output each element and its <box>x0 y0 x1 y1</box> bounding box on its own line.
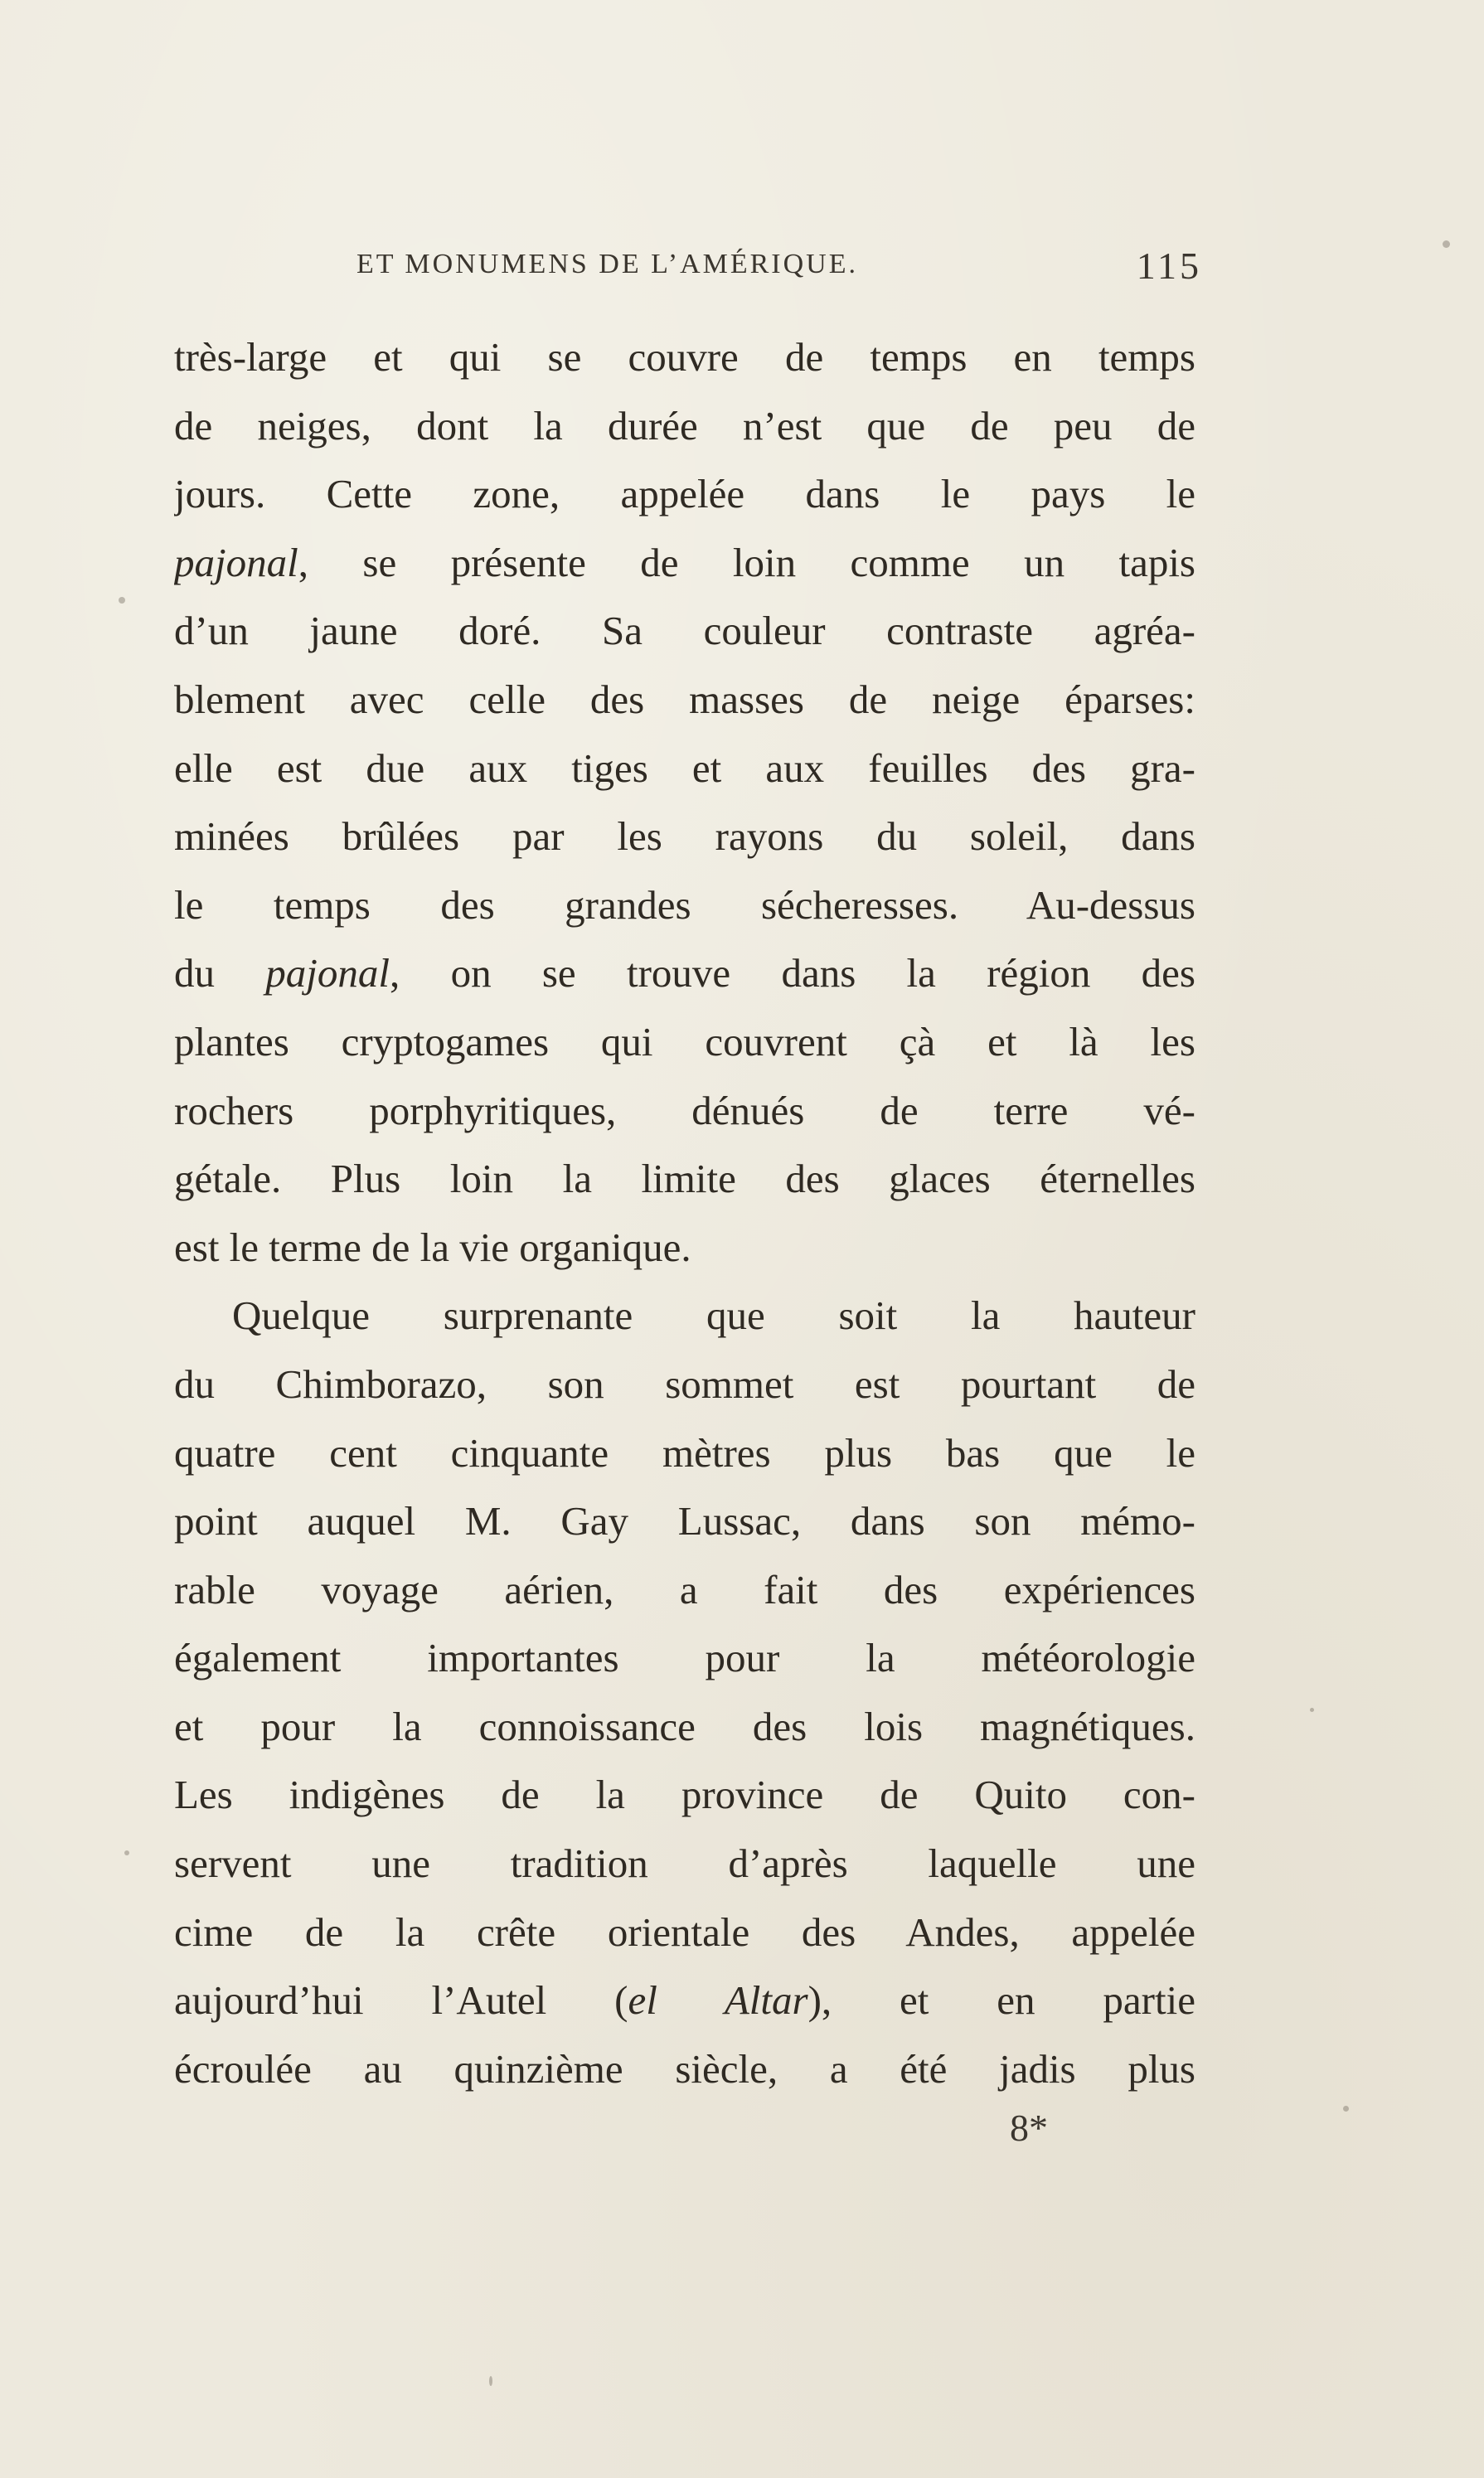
paper-speck <box>119 597 125 604</box>
text-segment: du <box>174 950 266 997</box>
italic-term: pajonal <box>265 950 390 997</box>
text-line <box>174 529 1195 598</box>
text-line: rochers porphyritiques, dénués de terre vé- <box>174 1087 1195 1133</box>
text-line <box>174 1966 1195 2035</box>
text-segment: , on se trouve dans la région des <box>390 950 1195 997</box>
text-line: servent une tradition d’après laquelle une <box>174 1840 1195 1887</box>
text-line: blement avec celle des masses de neige éparses: <box>174 676 1195 722</box>
text-line: Les indigènes de la province de Quito con- <box>174 1772 1195 1818</box>
text-line: et pour la connoissance des lois magnétiques. <box>174 1703 1195 1749</box>
text-line: le temps des grandes sécheresses. Au-dessus <box>174 881 1195 928</box>
text-line: gétale. Plus loin la limite des glaces éternelles <box>174 1156 1195 1202</box>
text-line: est le terme de la vie organique. <box>174 1224 691 1270</box>
text-line: également importantes pour la météorologie <box>174 1635 1195 1681</box>
text-line: jours. Cette zone, appelée dans le pays le <box>174 471 1195 517</box>
signature-mark: 8* <box>1010 2107 1048 2149</box>
text-line: du Chimborazo, son sommet est pourtant de <box>174 1360 1195 1407</box>
paper-speck <box>1443 240 1450 248</box>
text-line: rable voyage aérien, a fait des expériences <box>174 1566 1195 1612</box>
text-segment: ), et en partie <box>807 1977 1195 2024</box>
page-number: 115 <box>1136 245 1202 287</box>
text-line: très-large et qui se couvre de temps en temps <box>174 334 1195 380</box>
running-title: ET MONUMENS DE L’AMÉRIQUE. <box>356 249 858 279</box>
text-segment: aujourd’hui l’Autel ( <box>174 1977 628 2024</box>
text-segment: , se présente de loin comme un tapis <box>298 539 1195 585</box>
text-line: point auquel M. Gay Lussac, dans son mémo- <box>174 1498 1195 1545</box>
text-line: plantes cryptogames qui couvrent çà et là les <box>174 1018 1195 1064</box>
text-line: cime de la crête orientale des Andes, appelée <box>174 1908 1195 1955</box>
running-header <box>356 245 1202 298</box>
paper-speck <box>124 1850 129 1855</box>
paper-speck <box>489 2376 492 2386</box>
text-line: elle est due aux tiges et aux feuilles des gra- <box>174 744 1195 791</box>
text-line: Quelque surprenante que soit la hauteur <box>232 1292 1195 1339</box>
italic-term: pajonal <box>174 539 298 585</box>
text-line: de neiges, dont la durée n’est que de peu de <box>174 402 1195 449</box>
text-line: écroulée au quinzième siècle, a été jadis plus <box>174 2045 1195 2092</box>
body-text <box>174 323 1195 2103</box>
text-line: quatre cent cinquante mètres plus bas que le <box>174 1429 1195 1476</box>
paper-speck <box>1343 2106 1349 2112</box>
text-line <box>174 939 1195 1008</box>
paper-speck <box>1310 1708 1314 1712</box>
text-line: d’un jaune doré. Sa couleur contraste agréa- <box>174 608 1195 654</box>
text-line: minées brûlées par les rayons du soleil, dans <box>174 813 1195 860</box>
italic-term: el Altar <box>628 1977 808 2024</box>
